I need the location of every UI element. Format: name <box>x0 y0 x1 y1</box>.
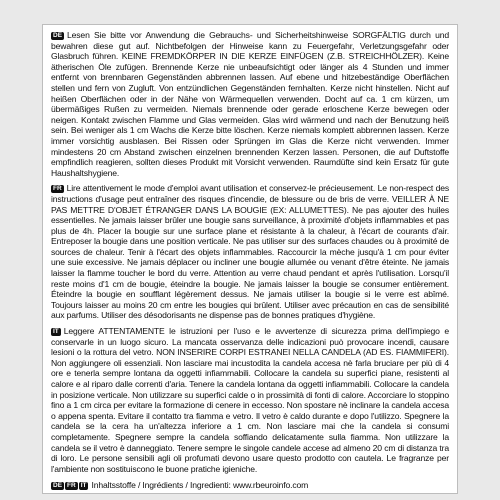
section-it <box>51 326 449 474</box>
footer-badge-de: DE <box>53 482 63 490</box>
footer-line <box>51 480 449 491</box>
footer-badge-it: IT <box>80 482 87 490</box>
text-fr: Lire attentivement le mode d'emploi avant utilisation et conservez-le précieusement. Le non-respect des instructions d'usage peut entraîner des risques d'incendie, de blessure ou de bris de verre. VEILLER À NE PAS METTRE D'OBJET ÉTRANGER DANS LA BOUGIE (EX: ALLUMETTES). Ne pas ajouter des huiles essentielles. Ne jamais laisser brûler une bougie sans surveillance, à proximité d'objets inflammables et pas plus de 4h. Placer la bougie sur une surface plane et résistante à la chaleur, à l'écart de courants d'air. Entreposer la bougie dans une position verticale. Ne pas utiliser sur des surfaces chaudes ou à proximité de sources de chaleur. Tenir à l'écart des objets inflammables. Raccourcir la mèche jusqu'à 1 cm pour éviter une suie excessive. Ne jamais déplacer ou incliner une bougie allumée ou venant d'être éteinte. Ne jamais laisser la flamme toucher le bord du verre. Attention au verre chaud pendant et après l'utilisation. Lorsqu'il reste moins d'1 cm de bougie, éteindre la bougie. Ne jamais laisser la bougie se consumer entièrement. Éteindre la bougie en soufflant légèrement dessus. Ne jamais utiliser la bougie si le verre est abîmé. Toujours laisser au moins 20 cm entre les bougies qui brûlent. Utiliser avec précaution en cas de sensibilité aux parfums. Utiliser des désodorisants ne dispense pas de bonnes pratiques d'hygiène. <box>51 183 449 321</box>
section-fr <box>51 183 449 321</box>
footer-ingredients-text: Inhaltsstoffe / Ingrédients / Ingredienti: www.rbeuroinfo.com <box>91 480 309 491</box>
paragraph-fr <box>51 183 449 321</box>
footer <box>51 480 449 491</box>
product-label <box>42 24 458 494</box>
paragraph-de <box>51 30 449 178</box>
paragraph-it <box>51 326 449 474</box>
section-de <box>51 30 449 178</box>
footer-badge-fr: FR <box>67 482 76 490</box>
lang-badge-it: IT <box>53 328 59 336</box>
lang-badge-de: DE <box>53 32 63 39</box>
text-de: Lesen Sie bitte vor Anwendung die Gebrauchs- und Sicherheitshinweise SORGFÄLTIG durch und bewahren diese gut auf. Nichtbefolgen der Hinweise kann zu Feuergefahr, Verletzungsgefahr oder Glasbruch führen. KEINE FREMDKÖRPER IN DIE KERZE EINFÜGEN (Z.B. STREICHHÖLZER). Keine ätherischen Öle zufügen. Brennende Kerze nie unbeaufsichtigt oder länger als 4 Stunden und immer entfernt von brennbaren Gegenständen abbrennen lassen. Auf ebene und hitzebeständige Oberflächen stellen und fern von Zugluft. Von entzündlichen Gegenständen fernhalten. Kerze nicht hinstellen. Nicht auf heißen Oberflächen oder in der Nähe von Wärmequellen verwenden. Docht auf ca. 1 cm kürzen, um übermäßiges Rußen zu vermeiden. Niemals brennende oder gerade erloschene Kerze bewegen oder neigen. Kontakt zwischen Flamme und Glas vermeiden. Glas wird wärmend und nach der Benutzung heiß sein. Bei weniger als 1 cm Wachs die Kerze bitte löschen. Kerze niemals komplett abbrennen lassen. Kerze immer vorsichtig ausblasen. Bei Rissen oder Sprüngen im Glas die Kerze nicht verwenden. Immer mindestens 20 cm Abstand zwischen einzelnen brennenden Kerzen lassen. Personen, die auf Duftstoffe empfindlich reagieren, sollten dieses Produkt mit Vorsicht verwenden. Raumdüfte sind kein Ersatz für gute Haushaltshygiene. <box>51 30 449 178</box>
text-it: Leggere ATTENTAMENTE le istruzioni per l'uso e le avvertenze di sicurezza prima dell'impiego e conservarle in un luogo sicuro. La mancata osservanza delle indicazioni può provocare incendi, causare lesioni o la rottura del vetro. NON INSERIRE CORPI ESTRANEI NELLA CANDELA (AD ES. FIAMMIFERI). Non aggiungere oli essenziali. Non lasciare mai incustodita la candela accesa nè farla bruciare per più di 4 ore e tenerla sempre lontana da oggetti infiammabili. Collocare la candela su superfici piane, resistenti al calore e al riparo dalle correnti d'aria. Tenere la candela lontana da oggetti infiammabili. Collocare la candela in posizione verticale. Non utilizzare su superfici calde o in prossimità di fonti di calore. Accorciare lo stoppino fino a 1 cm circa per evitare la formazione di cenere in eccesso. Non spostare nè inclinare la candela accesa o appena spenta. Evitare il contatto tra fiamma e vetro. Il vetro è caldo durante e dopo l'utilizzo. Spegnere la candela se la cera ha un'altezza inferiore a 1 cm. Non lasciare mai che la candela si consumi completamente. Spegnere sempre la candela soffiando delicatamente sulla fiamma. Non utilizzare la candela se il vetro è danneggiato. Tenere sempre le singole candele accese ad almeno 20 cm di distanza tra di loro. Le persone sensibili agli oli profumati devono usare questo prodotto con cautela. Le fragranze per l'ambiente non sostituiscono le buone pratiche igieniche. <box>51 326 449 474</box>
lang-badge-fr: FR <box>53 185 62 193</box>
